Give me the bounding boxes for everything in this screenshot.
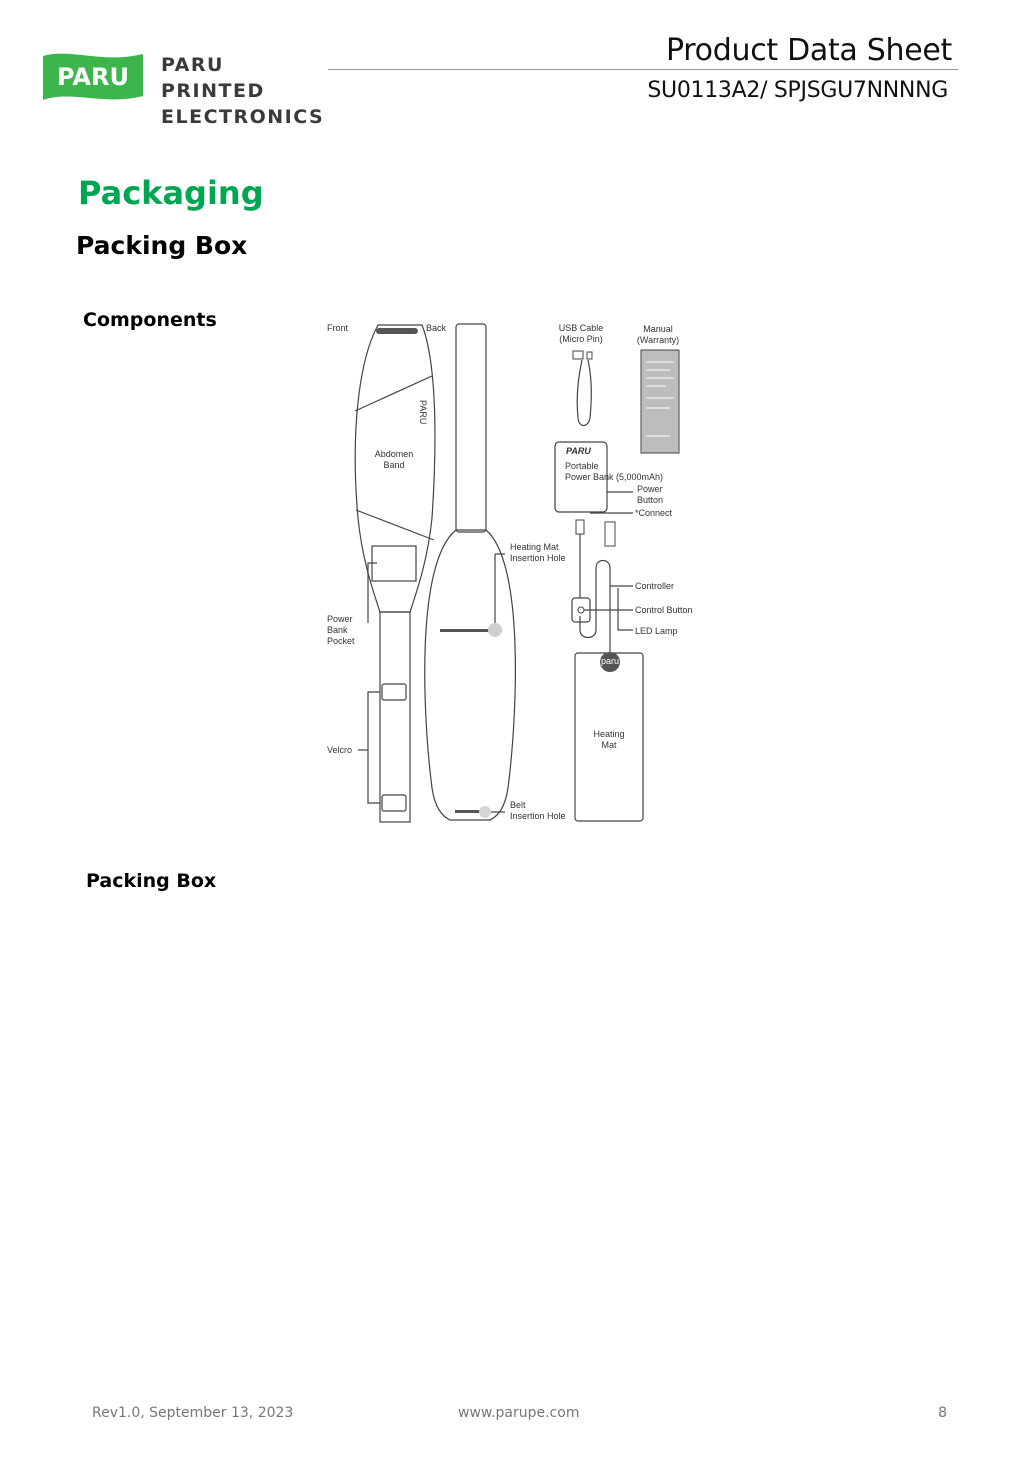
packing-box-label: Packing Box xyxy=(86,870,217,892)
header-divider xyxy=(328,69,958,70)
belt-hole-marker-icon xyxy=(479,806,491,818)
label-velcro: Velcro xyxy=(327,745,353,755)
label-belt-hole-2: Insertion Hole xyxy=(510,811,566,821)
label-controller: Controller xyxy=(635,581,675,591)
subsection-title: Packing Box xyxy=(76,231,248,260)
heating-mat-brand-mark: paru xyxy=(600,656,620,666)
doc-title: Product Data Sheet xyxy=(666,33,952,68)
back-belt-outline xyxy=(425,530,516,820)
company-name xyxy=(161,52,324,130)
label-connect: *Connect xyxy=(635,508,673,518)
paru-logo-flag-icon xyxy=(41,50,145,102)
usb-cable-coil xyxy=(577,360,591,426)
label-heating-mat-hole-2: Insertion Hole xyxy=(510,553,566,563)
label-usb-cable-2: (Micro Pin) xyxy=(559,334,603,344)
label-usb-cable-1: USB Cable xyxy=(558,323,604,333)
front-belt-top-loop xyxy=(376,328,418,334)
back-belt-strap xyxy=(456,324,486,532)
front-belt-strap xyxy=(380,612,410,822)
velcro-patch-upper xyxy=(382,684,406,700)
label-heating-mat-2: Mat xyxy=(601,740,617,750)
company-name-line1: PARU PRINTED xyxy=(161,54,265,102)
footer-website[interactable]: www.parupe.com xyxy=(458,1405,580,1421)
controller-cord xyxy=(580,532,610,654)
led-lamp-leader-line xyxy=(618,588,633,630)
label-led-lamp: LED Lamp xyxy=(635,626,678,636)
components-diagram xyxy=(320,318,710,830)
label-manual-1: Manual xyxy=(643,324,673,334)
footer-revision: Rev1.0, September 13, 2023 xyxy=(92,1405,294,1421)
label-belt-hole-1: Belt xyxy=(510,800,526,810)
footer-page-number: 8 xyxy=(938,1405,947,1421)
label-power-button-1: Power xyxy=(637,484,663,494)
label-power-bank-pocket-2: Bank xyxy=(327,625,348,635)
label-power-bank-pocket-1: Power xyxy=(327,614,353,624)
velcro-patch-lower xyxy=(382,795,406,811)
usb-plug-icon xyxy=(573,351,583,359)
label-abdomen-band-2: Band xyxy=(383,460,405,470)
label-power-button-2: Button xyxy=(637,495,664,505)
control-button-icon xyxy=(578,607,584,613)
power-bank-pocket xyxy=(372,546,416,581)
label-power-bank-2: Power Bank (5,000mAh) xyxy=(565,472,664,482)
power-bank-connector-icon xyxy=(576,520,584,534)
front-belt-lower-seam xyxy=(356,510,434,540)
manual-booklet xyxy=(641,350,679,453)
components-label: Components xyxy=(83,309,217,331)
section-title: Packaging xyxy=(78,174,264,212)
doc-code: SU0113A2/ SPJSGU7NNNNG xyxy=(647,78,948,103)
label-control-button: Control Button xyxy=(635,605,693,615)
label-abdomen-band-1: Abdomen xyxy=(374,449,414,459)
company-name-line2: ELECTRONICS xyxy=(161,106,325,128)
label-front: Front xyxy=(327,323,349,333)
heating-hole-marker-icon xyxy=(488,623,502,637)
band-brand-mark: PARU xyxy=(418,400,428,425)
label-heating-mat-hole-1: Heating Mat xyxy=(510,542,559,552)
label-back: Back xyxy=(426,323,447,333)
cable-connector-plug-icon xyxy=(605,522,615,546)
label-power-bank-pocket-3: Pocket xyxy=(327,636,355,646)
velcro-bracket xyxy=(368,692,380,803)
power-bank-brand-mark: PARU xyxy=(566,446,591,456)
micro-pin-plug-icon xyxy=(587,352,592,359)
label-heating-mat-1: Heating xyxy=(593,729,625,739)
company-logo xyxy=(41,50,325,128)
label-manual-2: (Warranty) xyxy=(636,335,680,345)
label-power-bank-1: Portable xyxy=(565,461,599,471)
logo-mark: PARU xyxy=(57,63,129,91)
